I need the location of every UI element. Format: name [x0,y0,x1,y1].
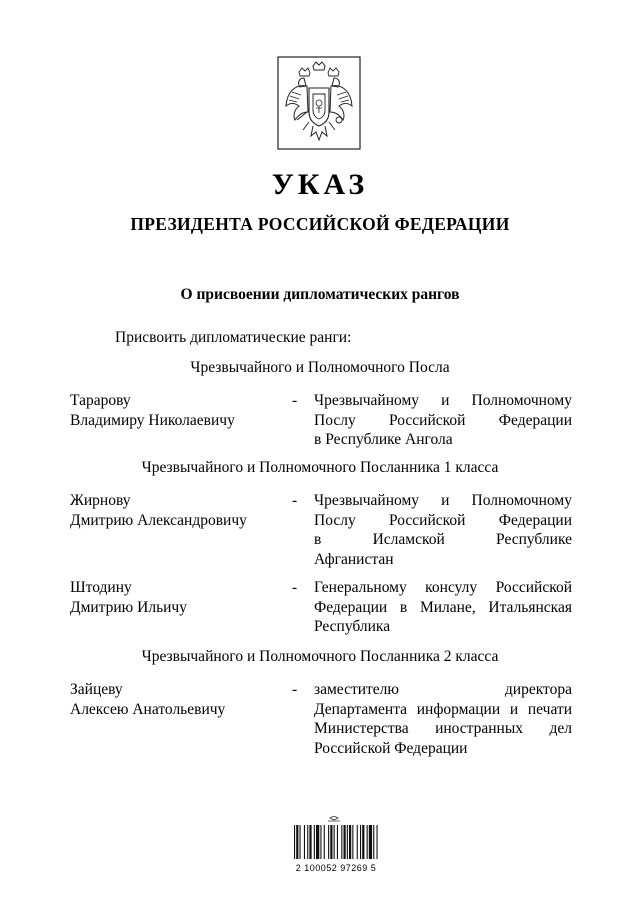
barcode-bar [334,825,335,859]
barcode-bar [320,825,321,859]
barcode-bar [304,825,305,859]
coat-of-arms-emblem [277,56,361,150]
barcode-bar [307,825,308,859]
double-headed-eagle-icon [277,56,361,150]
barcode-bar [324,825,325,859]
barcode-bar [360,825,361,859]
barcode-number: 2 100052 97269 5 [295,863,377,873]
appointee-post: Генеральному консулу Российской Федерации в Милане, Итальянская Республика [314,579,572,635]
barcode-bar [328,825,329,859]
appointee-post: Чрезвычайному и Полномочному Послу Российской Федерации в Республике Ангола [314,392,572,448]
separator-dash: - [292,681,298,698]
barcode-bar [357,825,358,859]
separator-dash: - [292,492,298,509]
decree-title: УКАЗ [271,168,369,201]
intro-text: Присвоить дипломатические ранги: [115,329,352,346]
document-heading: О присвоении дипломатических рангов [180,286,460,303]
barcode-bar [373,825,374,859]
rank-heading: Чрезвычайного и Полномочного Посла [190,359,450,376]
appointee-post: Чрезвычайному и Полномочному Послу Российской Федерации в Исламской Республике Афганистан [314,492,572,568]
separator-dash: - [292,392,298,409]
barcode-bar [330,825,332,859]
barcode [290,816,382,876]
barcode-bar [347,825,348,859]
barcode-bar [377,825,378,859]
barcode-bar [316,825,319,859]
barcode-bar [337,825,338,859]
rank-heading: Чрезвычайного и Полномочного Посланника 1 класса [141,459,499,476]
barcode-bar [349,825,351,859]
barcode-bar [367,825,368,859]
barcode-bar [296,825,298,859]
barcode-bar [341,825,342,859]
appointee-name: Жирнову Дмитрию Александровичу [70,492,247,529]
barcode-bar [300,825,301,859]
barcode-bar [314,825,315,859]
barcode-bar [309,825,311,859]
barcode-bar [352,825,353,859]
barcode-bar [369,825,372,859]
separator-dash: - [292,579,298,596]
appointee-name: Зайцеву Алексею Анатольевичу [70,681,226,718]
barcode-bar [362,825,364,859]
appointee-post: заместителю директора Департамента информации и печати Министерства иностранных дел Российской Федерации [314,681,572,757]
rank-heading: Чрезвычайного и Полномочного Посланника 2 класса [141,648,499,665]
barcode-bar [294,825,295,859]
appointee-name: Тарарову Владимиру Николаевичу [70,392,235,429]
barcode-icon [290,816,382,862]
barcode-bar [344,825,346,859]
appointee-name: Штодину Дмитрию Ильичу [70,579,187,616]
decree-subtitle: ПРЕЗИДЕНТА РОССИЙСКОЙ ФЕДЕРАЦИИ [130,214,510,234]
